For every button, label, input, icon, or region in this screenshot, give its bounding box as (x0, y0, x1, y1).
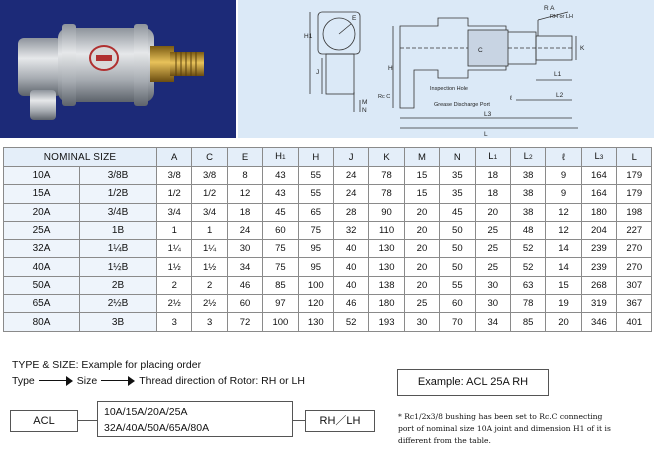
value-cell: 95 (298, 258, 333, 276)
value-cell: 3/4 (157, 203, 192, 221)
value-cell: 12 (546, 221, 581, 239)
value-cell: 1/2 (157, 185, 192, 203)
value-cell: 43 (263, 185, 298, 203)
value-cell: 55 (298, 185, 333, 203)
value-cell: 75 (298, 221, 333, 239)
value-cell: 20 (475, 203, 510, 221)
value-cell: 3 (157, 313, 192, 331)
value-cell: 63 (510, 276, 545, 294)
table-row (4, 240, 652, 258)
value-cell: 18 (475, 167, 510, 185)
size-inch-cell: 3/8B (80, 167, 157, 185)
product-photo (0, 0, 236, 138)
value-cell: 38 (510, 185, 545, 203)
type-box: ACL (10, 410, 78, 432)
value-cell: 15 (404, 167, 439, 185)
size-metric-cell: 65A (4, 295, 80, 313)
value-cell: 38 (510, 167, 545, 185)
value-cell: 346 (581, 313, 616, 331)
value-cell: 55 (298, 167, 333, 185)
column-header (440, 148, 475, 167)
value-cell: 9 (546, 185, 581, 203)
column-label: C (206, 151, 214, 163)
value-cell: 78 (369, 167, 404, 185)
column-label: N (453, 151, 461, 163)
value-cell: 179 (617, 167, 652, 185)
value-cell: 138 (369, 276, 404, 294)
value-cell: 2 (192, 276, 227, 294)
column-label: A (171, 151, 178, 163)
label-ell: ℓ (510, 95, 513, 102)
size-inch-cell: 1¼B (80, 240, 157, 258)
column-label: L (488, 151, 494, 162)
column-header (546, 148, 581, 167)
value-cell: 20 (546, 313, 581, 331)
value-cell: 1 (192, 221, 227, 239)
column-label: H (275, 151, 282, 162)
column-subscript: 2 (528, 154, 533, 161)
label-l: L (484, 131, 488, 138)
value-cell: 40 (333, 258, 368, 276)
value-cell: 24 (227, 221, 262, 239)
value-cell: 95 (298, 240, 333, 258)
value-cell: 15 (546, 276, 581, 294)
arrow-icon (101, 376, 135, 386)
value-cell: 20 (404, 203, 439, 221)
value-cell: 55 (440, 276, 475, 294)
value-cell: 227 (617, 221, 652, 239)
value-cell: 319 (581, 295, 616, 313)
value-cell: 1½ (157, 258, 192, 276)
label-rc-c: Rc C (378, 94, 391, 100)
column-header (404, 148, 439, 167)
value-cell: 78 (369, 185, 404, 203)
order-title: TYPE & SIZE: Example for placing order (12, 359, 202, 371)
value-cell: 70 (440, 313, 475, 331)
value-cell: 35 (440, 185, 475, 203)
size-inch-cell: 2½B (80, 295, 157, 313)
column-label: J (348, 151, 354, 163)
column-header (298, 148, 333, 167)
size-word: Size (76, 375, 98, 387)
label-h1: H1 (304, 33, 313, 40)
arrow-icon (39, 376, 73, 386)
value-cell: 239 (581, 240, 616, 258)
size-metric-cell: 20A (4, 203, 80, 221)
value-cell: 130 (298, 313, 333, 331)
value-cell: 180 (369, 295, 404, 313)
column-label: ℓ (561, 151, 566, 163)
column-header (475, 148, 510, 167)
label-inspection-hole: Inspection Hole (430, 86, 468, 92)
value-cell: 34 (475, 313, 510, 331)
value-cell: 9 (546, 167, 581, 185)
label-j: J (316, 69, 320, 76)
value-cell: 2½ (157, 295, 192, 313)
value-cell: 48 (510, 221, 545, 239)
value-cell: 90 (369, 203, 404, 221)
value-cell: 52 (510, 258, 545, 276)
note-line-1: * Rc1/2x3/8 bushing has been set to Rc.C connecting (398, 412, 603, 421)
table-header-row (4, 148, 652, 167)
value-cell: 14 (546, 258, 581, 276)
value-cell: 45 (263, 203, 298, 221)
type-word: Type (12, 375, 35, 387)
value-cell: 60 (263, 221, 298, 239)
nominal-size-header: NOMINAL SIZE (4, 148, 157, 167)
value-cell: 43 (263, 167, 298, 185)
value-cell: 50 (440, 221, 475, 239)
value-cell: 20 (404, 258, 439, 276)
value-cell: 100 (298, 276, 333, 294)
value-cell: 1¼ (192, 240, 227, 258)
sizes-box (97, 401, 293, 437)
value-cell: 40 (333, 240, 368, 258)
label-e: E (352, 15, 357, 22)
value-cell: 120 (298, 295, 333, 313)
value-cell: 307 (617, 276, 652, 294)
value-cell: 52 (510, 240, 545, 258)
value-cell: 24 (333, 167, 368, 185)
note-line-2: port of nominal size 10A joint and dimension H1 of it is (398, 424, 611, 433)
column-header (157, 148, 192, 167)
footnote (398, 411, 648, 447)
value-cell: 268 (581, 276, 616, 294)
table-row (4, 258, 652, 276)
value-cell: 46 (227, 276, 262, 294)
value-cell: 78 (510, 295, 545, 313)
value-cell: 25 (475, 258, 510, 276)
value-cell: 1/2 (192, 185, 227, 203)
column-label: L (523, 151, 529, 162)
value-cell: 3/4 (192, 203, 227, 221)
label-ra: R A (544, 5, 555, 12)
value-cell: 85 (263, 276, 298, 294)
value-cell: 130 (369, 240, 404, 258)
size-metric-cell: 50A (4, 276, 80, 294)
column-header (369, 148, 404, 167)
column-subscript: 3 (599, 154, 604, 161)
column-header (227, 148, 262, 167)
value-cell: 97 (263, 295, 298, 313)
value-cell: 45 (440, 203, 475, 221)
value-cell: 18 (227, 203, 262, 221)
value-cell: 401 (617, 313, 652, 331)
table-body (4, 167, 652, 332)
value-cell: 1¼ (157, 240, 192, 258)
dimension-drawing (238, 0, 654, 138)
value-cell: 1 (157, 221, 192, 239)
value-cell: 8 (227, 167, 262, 185)
value-cell: 28 (333, 203, 368, 221)
label-l2: L2 (556, 92, 564, 99)
thread-box: RH／LH (305, 410, 375, 432)
column-label: M (417, 151, 426, 163)
column-header (263, 148, 298, 167)
value-cell: 75 (263, 258, 298, 276)
column-subscript: 1 (493, 154, 498, 161)
value-cell: 85 (510, 313, 545, 331)
value-cell: 20 (404, 221, 439, 239)
value-cell: 14 (546, 240, 581, 258)
size-metric-cell: 40A (4, 258, 80, 276)
thread-text: Thread direction of Rotor: RH or LH (139, 375, 305, 387)
value-cell: 60 (440, 295, 475, 313)
table-row (4, 167, 652, 185)
column-label: K (383, 151, 390, 163)
column-header (581, 148, 616, 167)
value-cell: 164 (581, 167, 616, 185)
value-cell: 2½ (192, 295, 227, 313)
label-grease-port: Grease Discharge Port (434, 102, 490, 108)
order-flow (12, 375, 305, 387)
size-inch-cell: 3/4B (80, 203, 157, 221)
column-label: L (631, 151, 637, 163)
value-cell: 25 (475, 240, 510, 258)
example-box: Example: ACL 25A RH (397, 369, 549, 396)
table-row (4, 276, 652, 294)
label-l1: L1 (554, 71, 562, 78)
value-cell: 35 (440, 167, 475, 185)
size-inch-cell: 1½B (80, 258, 157, 276)
value-cell: 3/8 (157, 167, 192, 185)
column-header (617, 148, 652, 167)
value-cell: 198 (617, 203, 652, 221)
value-cell: 179 (617, 185, 652, 203)
size-inch-cell: 1/2B (80, 185, 157, 203)
value-cell: 52 (333, 313, 368, 331)
value-cell: 18 (475, 185, 510, 203)
sizes-line-2: 32A/40A/50A/65A/80A (104, 422, 210, 434)
note-line-3: different from the table. (398, 436, 491, 445)
value-cell: 12 (227, 185, 262, 203)
value-cell: 19 (546, 295, 581, 313)
value-cell: 180 (581, 203, 616, 221)
table-row (4, 313, 652, 331)
table-row (4, 295, 652, 313)
value-cell: 25 (475, 221, 510, 239)
value-cell: 38 (510, 203, 545, 221)
column-label: L (594, 151, 600, 162)
value-cell: 24 (333, 185, 368, 203)
technical-drawing (238, 0, 654, 138)
sizes-line-1: 10A/15A/20A/25A (104, 406, 188, 418)
table-row (4, 221, 652, 239)
label-k: K (580, 45, 585, 52)
value-cell: 110 (369, 221, 404, 239)
size-inch-cell: 2B (80, 276, 157, 294)
value-cell: 270 (617, 240, 652, 258)
value-cell: 46 (333, 295, 368, 313)
value-cell: 239 (581, 258, 616, 276)
value-cell: 12 (546, 203, 581, 221)
connector-line (293, 420, 305, 421)
value-cell: 34 (227, 258, 262, 276)
value-cell: 72 (227, 313, 262, 331)
value-cell: 270 (617, 258, 652, 276)
label-m: M (362, 99, 368, 106)
connector-line (77, 420, 97, 421)
size-metric-cell: 25A (4, 221, 80, 239)
size-metric-cell: 15A (4, 185, 80, 203)
value-cell: 30 (475, 295, 510, 313)
label-c: C (478, 47, 483, 54)
size-metric-cell: 80A (4, 313, 80, 331)
table-row (4, 203, 652, 221)
label-rh-or-lh: RH or LH (550, 14, 573, 20)
rotary-joint-illustration (0, 0, 236, 138)
value-cell: 25 (404, 295, 439, 313)
value-cell: 65 (298, 203, 333, 221)
value-cell: 1½ (192, 258, 227, 276)
spec-table (3, 147, 652, 332)
value-cell: 20 (404, 240, 439, 258)
value-cell: 100 (263, 313, 298, 331)
label-n: N (362, 107, 367, 114)
column-subscript: 1 (282, 154, 286, 161)
value-cell: 30 (475, 276, 510, 294)
label-l3: L3 (484, 111, 492, 118)
size-metric-cell: 10A (4, 167, 80, 185)
value-cell: 204 (581, 221, 616, 239)
value-cell: 32 (333, 221, 368, 239)
value-cell: 60 (227, 295, 262, 313)
value-cell: 3 (192, 313, 227, 331)
value-cell: 3/8 (192, 167, 227, 185)
label-h: H (388, 65, 393, 72)
value-cell: 2 (157, 276, 192, 294)
value-cell: 130 (369, 258, 404, 276)
column-header (192, 148, 227, 167)
column-label: E (241, 151, 249, 163)
table-row (4, 185, 652, 203)
value-cell: 20 (404, 276, 439, 294)
size-inch-cell: 1B (80, 221, 157, 239)
column-header (510, 148, 545, 167)
value-cell: 164 (581, 185, 616, 203)
column-label: H (312, 151, 320, 163)
value-cell: 367 (617, 295, 652, 313)
value-cell: 50 (440, 240, 475, 258)
value-cell: 30 (404, 313, 439, 331)
value-cell: 15 (404, 185, 439, 203)
size-metric-cell: 32A (4, 240, 80, 258)
size-inch-cell: 3B (80, 313, 157, 331)
column-header (333, 148, 368, 167)
value-cell: 50 (440, 258, 475, 276)
value-cell: 30 (227, 240, 262, 258)
value-cell: 75 (263, 240, 298, 258)
value-cell: 193 (369, 313, 404, 331)
value-cell: 40 (333, 276, 368, 294)
